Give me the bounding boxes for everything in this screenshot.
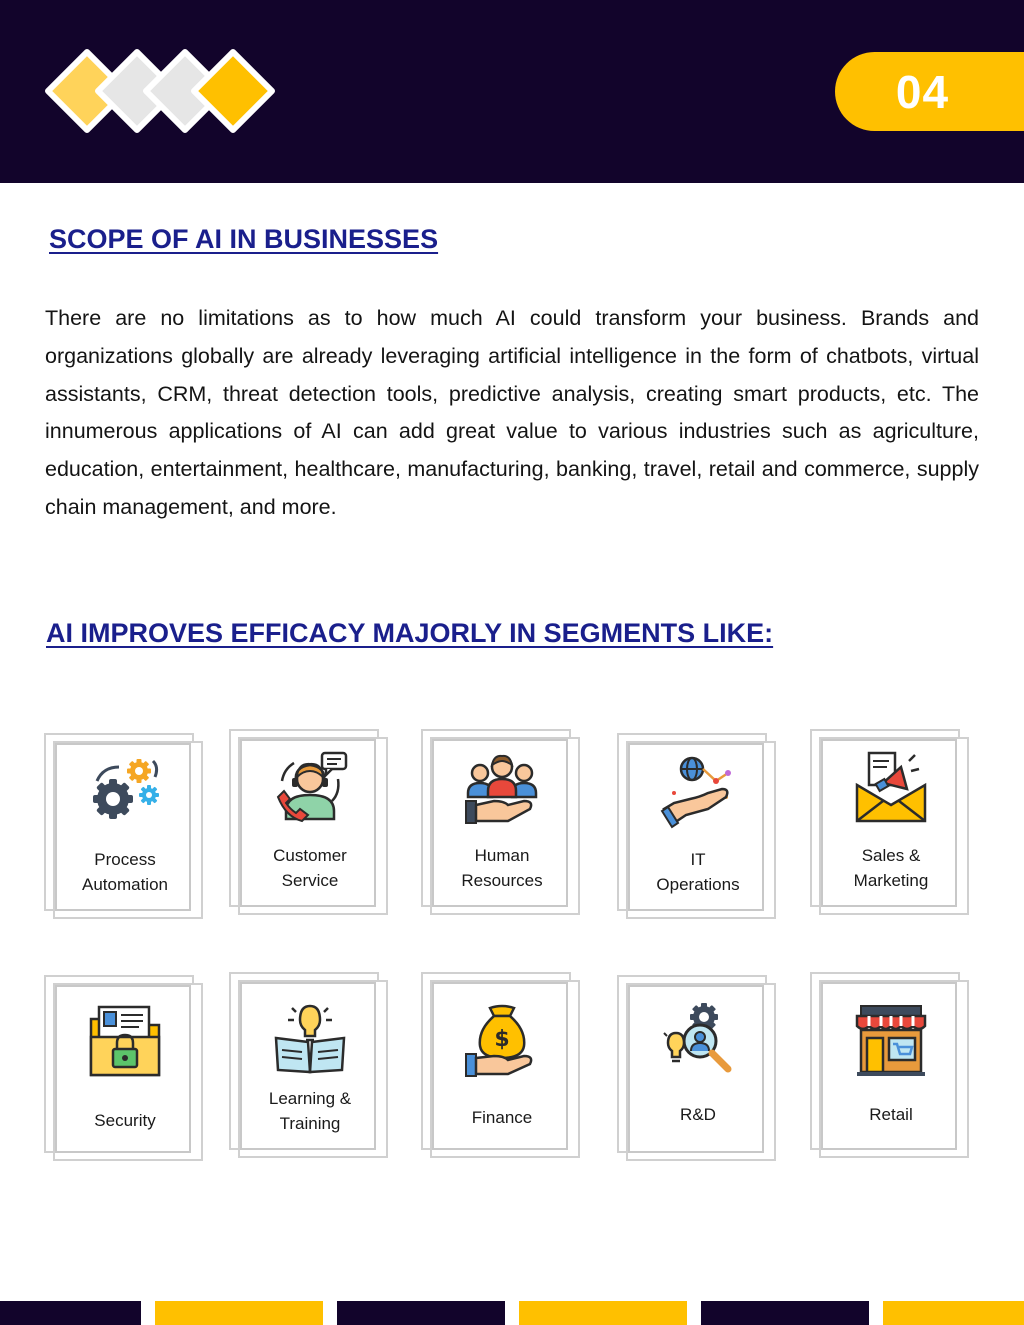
segment-label-line2: Operations: [656, 875, 740, 894]
page-number-badge: [835, 52, 1024, 131]
segment-label-line2: Automation: [82, 875, 168, 894]
research-magnifier-icon: [660, 1001, 736, 1077]
footer-stripe: [701, 1301, 869, 1325]
header-bar: [0, 0, 1024, 183]
segment-label-line1: Sales &: [861, 846, 921, 865]
segment-label-line2: Training: [279, 1114, 341, 1133]
network-on-hand-icon: [660, 753, 736, 829]
segment-card-security: [44, 975, 204, 1165]
segment-label-line1: Human: [474, 846, 530, 865]
segment-card-customer-service: [229, 729, 389, 919]
segment-card-process-automation: [44, 733, 204, 923]
footer-stripe: [883, 1301, 1024, 1325]
segment-label-line1: Process: [94, 850, 156, 869]
segment-label-line1: R&D: [680, 1105, 716, 1124]
gears-icon: [87, 753, 163, 829]
segment-label-line2: Service: [281, 871, 339, 890]
customer-support-icon: [272, 749, 348, 825]
locked-folder-icon: [87, 1003, 163, 1079]
people-on-hand-icon: [464, 749, 540, 825]
segment-label-line1: Finance: [471, 1108, 533, 1127]
segment-card-rnd: [617, 975, 777, 1165]
segment-label-line1: Security: [94, 1111, 156, 1130]
scope-title: SCOPE OF AI IN BUSINESSES: [49, 224, 439, 254]
segment-card-human-resources: [421, 729, 581, 919]
footer-stripe: [155, 1301, 323, 1325]
segment-label-line2: Resources: [461, 871, 543, 890]
segment-label-line1: Learning &: [268, 1089, 352, 1108]
segment-label-line1: Customer: [273, 846, 347, 865]
shop-icon: [853, 1002, 929, 1078]
footer-stripe: [519, 1301, 687, 1325]
diamond-logo-icon: [44, 48, 276, 134]
segment-card-sales-marketing: [810, 729, 970, 919]
segment-label-line2: Marketing: [853, 871, 929, 890]
footer-stripe: [337, 1301, 505, 1325]
segments-title: AI IMPROVES EFFICACY MAJORLY IN SEGMENTS LIKE:: [46, 618, 774, 648]
svg-text:$: $: [494, 1027, 510, 1052]
money-bag-hand-icon: [464, 1002, 540, 1078]
lightbulb-book-icon: [272, 1000, 348, 1076]
segment-label-line1: IT: [690, 850, 706, 869]
segment-label-line1: Retail: [869, 1105, 913, 1124]
scope-paragraph: There are no limitations as to how much AI could transform your business. Brands and organizations globally are already leveraging artificial intelligence in the form of chatbots, virtual assistants, CRM, threat detection tools, predictive analysis, creating smart products, etc. The innumerous applications of AI can add great value to various industries such as agriculture, education, entertainment, healthcare, manufacturing, banking, travel, retail and commerce, supply chain management, and more.: [45, 306, 979, 519]
segment-card-retail: [810, 972, 970, 1162]
segment-card-it-operations: [617, 733, 777, 923]
segment-card-learning-training: [229, 972, 389, 1162]
footer-stripe: [0, 1301, 141, 1325]
segment-card-finance: [421, 972, 581, 1162]
megaphone-envelope-icon: [853, 749, 929, 825]
page-number: 04: [895, 65, 950, 118]
